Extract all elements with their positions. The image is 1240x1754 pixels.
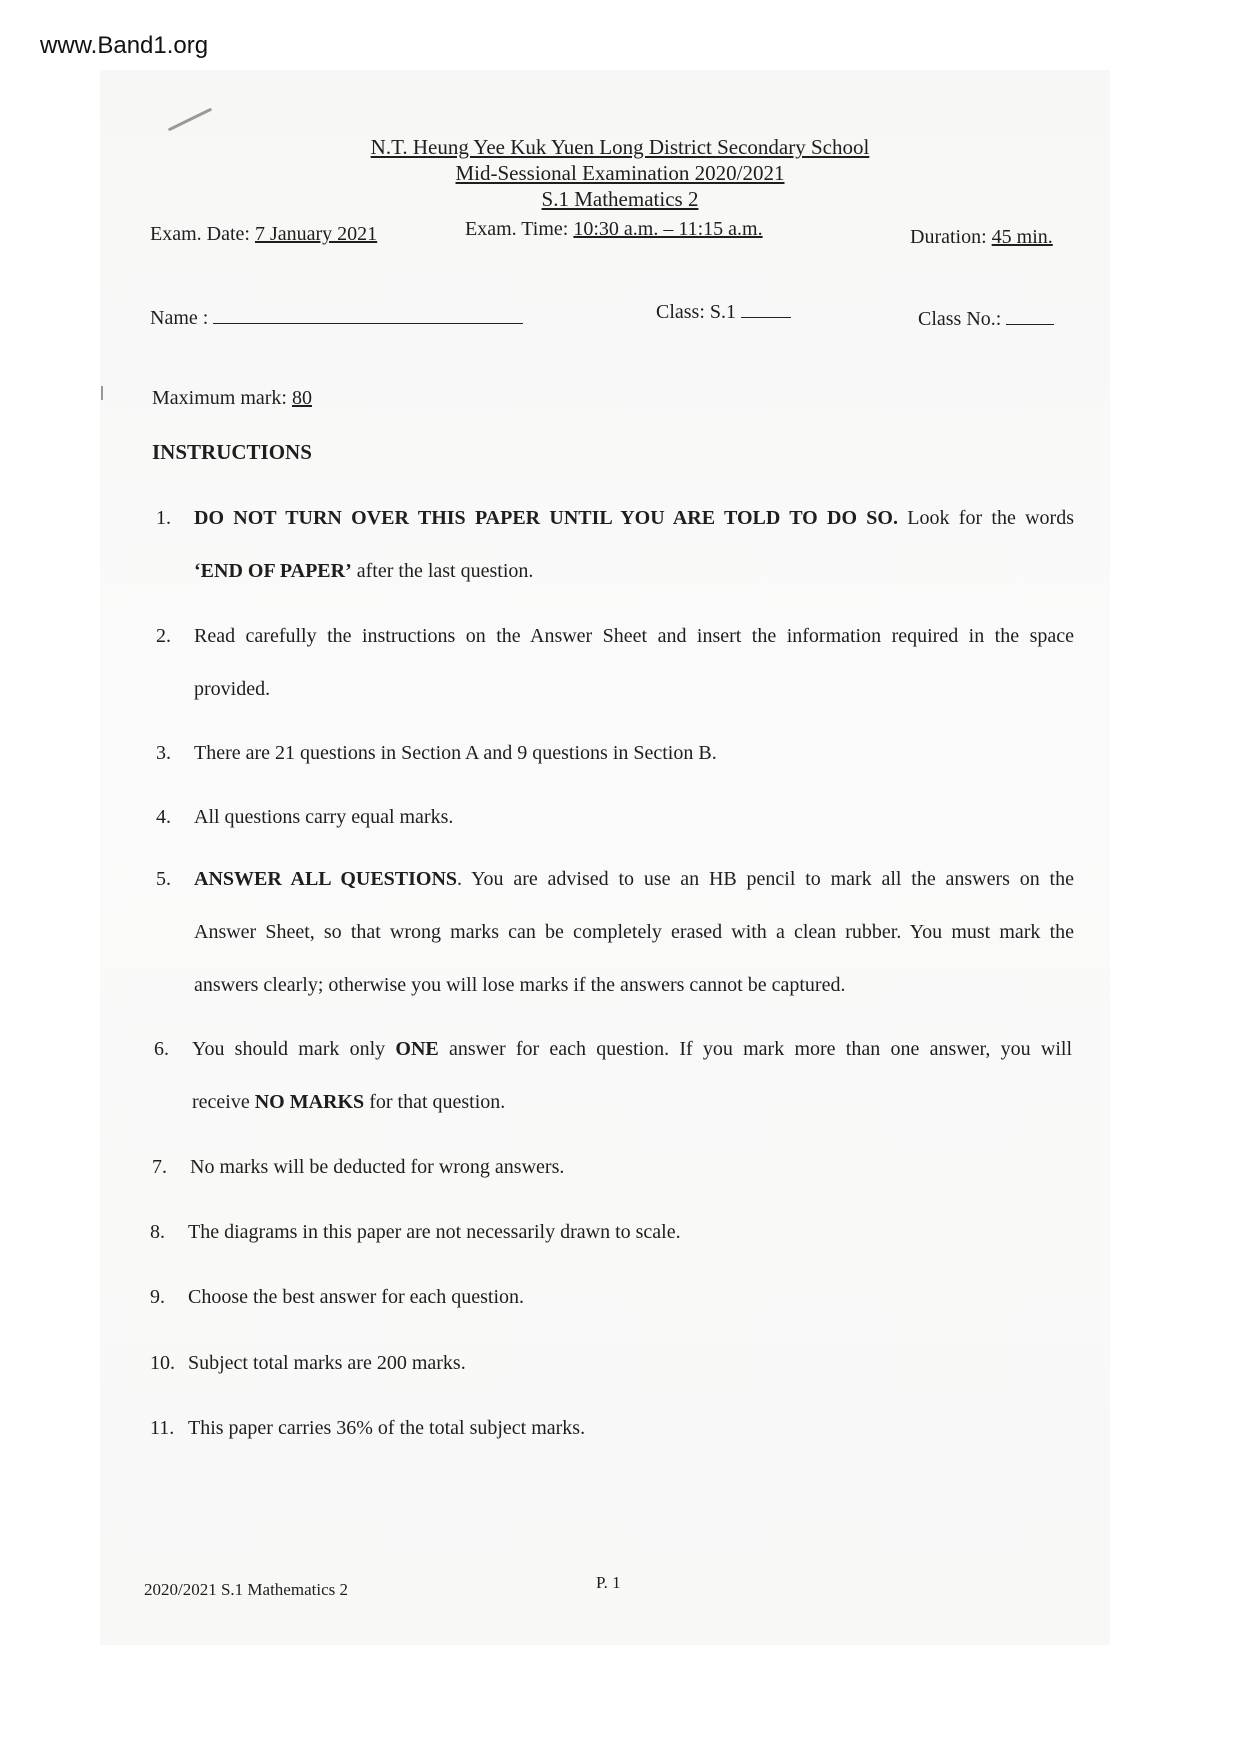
footer-paper-title: 2020/2021 S.1 Mathematics 2 [144,1580,348,1599]
duration [910,226,1053,249]
instruction-line: Answer Sheet, so that wrong marks can be completely erased with a clean rubber. You must mark the [194,921,1074,943]
instructions-title: INSTRUCTIONS [152,440,312,464]
exam-date-label: Exam. Date: [150,223,250,245]
instruction-line: There are 21 questions in Section A and 9 questions in Section B. [194,742,717,764]
maximum-mark-value: 80 [291,387,312,409]
instruction-2 [156,610,1076,716]
instruction-number: 6. [154,1038,169,1060]
exam-date-value: 7 January 2021 [254,223,378,245]
instruction-number: 9. [150,1286,165,1308]
instruction-line: Choose the best answer for each question. [188,1286,525,1308]
class-label: Class: S.1 [656,301,737,323]
instruction-line: answers clearly; otherwise you will lose marks if the answers cannot be captured. [194,974,846,996]
instruction-6 [154,1023,1074,1129]
instruction-line: The diagrams in this paper are not necessarily drawn to scale. [188,1221,681,1243]
instruction-number: 8. [150,1221,165,1243]
instruction-line: Subject total marks are 200 marks. [188,1352,466,1374]
name-field [150,307,523,330]
instruction-number: 1. [156,507,171,529]
instruction-3 [156,727,1076,780]
instruction-8 [150,1206,1070,1259]
exam-time [465,218,763,241]
duration-label: Duration: [910,226,987,248]
instruction-11 [150,1402,1070,1455]
exam-time-value: 10:30 a.m. – 11:15 a.m. [573,218,763,240]
instruction-line: DO NOT TURN OVER THIS PAPER UNTIL YOU ARE TOLD TO DO SO. Look for the words [194,507,1074,529]
instruction-line: Read carefully the instructions on the Answer Sheet and insert the information required in the space [194,625,1074,647]
exam-date [150,223,377,246]
subject-name: S.1 Mathematics 2 [541,187,699,211]
class-no-label: Class No.: [918,308,1002,330]
exam-time-label: Exam. Time: [465,218,569,240]
name-blank[interactable] [213,323,523,324]
instruction-line: No marks will be deducted for wrong answers. [190,1156,565,1178]
class-blank[interactable] [741,317,791,318]
instruction-number: 4. [156,806,171,828]
page-number: P. 1 [596,1573,621,1592]
maximum-mark [152,387,312,410]
instruction-line: receive NO MARKS for that question. [192,1091,506,1113]
instruction-number: 2. [156,625,171,647]
duration-value: 45 min. [991,226,1053,248]
instruction-line: ‘END OF PAPER’ after the last question. [194,560,534,582]
instruction-line: ANSWER ALL QUESTIONS. You are advised to use an HB pencil to mark all the answers on the [194,868,1074,890]
name-label: Name : [150,307,209,329]
instruction-number: 11. [150,1417,175,1439]
class-no-blank[interactable] [1006,324,1054,325]
class-no-field [918,308,1054,331]
instruction-9 [150,1271,1070,1324]
instruction-7 [152,1141,1072,1194]
instruction-line: You should mark only ONE answer for each question. If you mark more than one answer, you will [192,1038,1073,1060]
exam-name: Mid-Sessional Examination 2020/2021 [455,161,785,185]
instruction-number: 10. [150,1352,175,1374]
instruction-line: All questions carry equal marks. [194,806,454,828]
instruction-number: 3. [156,742,171,764]
instruction-10 [150,1337,1070,1390]
class-field [656,301,791,324]
instruction-line: provided. [194,678,271,700]
instruction-number: 7. [152,1156,167,1178]
instruction-5 [156,853,1076,1012]
margin-mark [101,386,103,400]
instruction-1 [156,492,1076,598]
instruction-line: This paper carries 36% of the total subject marks. [188,1417,586,1439]
site-watermark: www.Band1.org [40,32,209,59]
instruction-4 [156,791,1076,844]
instruction-number: 5. [156,868,171,890]
school-name: N.T. Heung Yee Kuk Yuen Long District Secondary School [370,135,870,159]
maximum-mark-label: Maximum mark: [152,387,287,409]
